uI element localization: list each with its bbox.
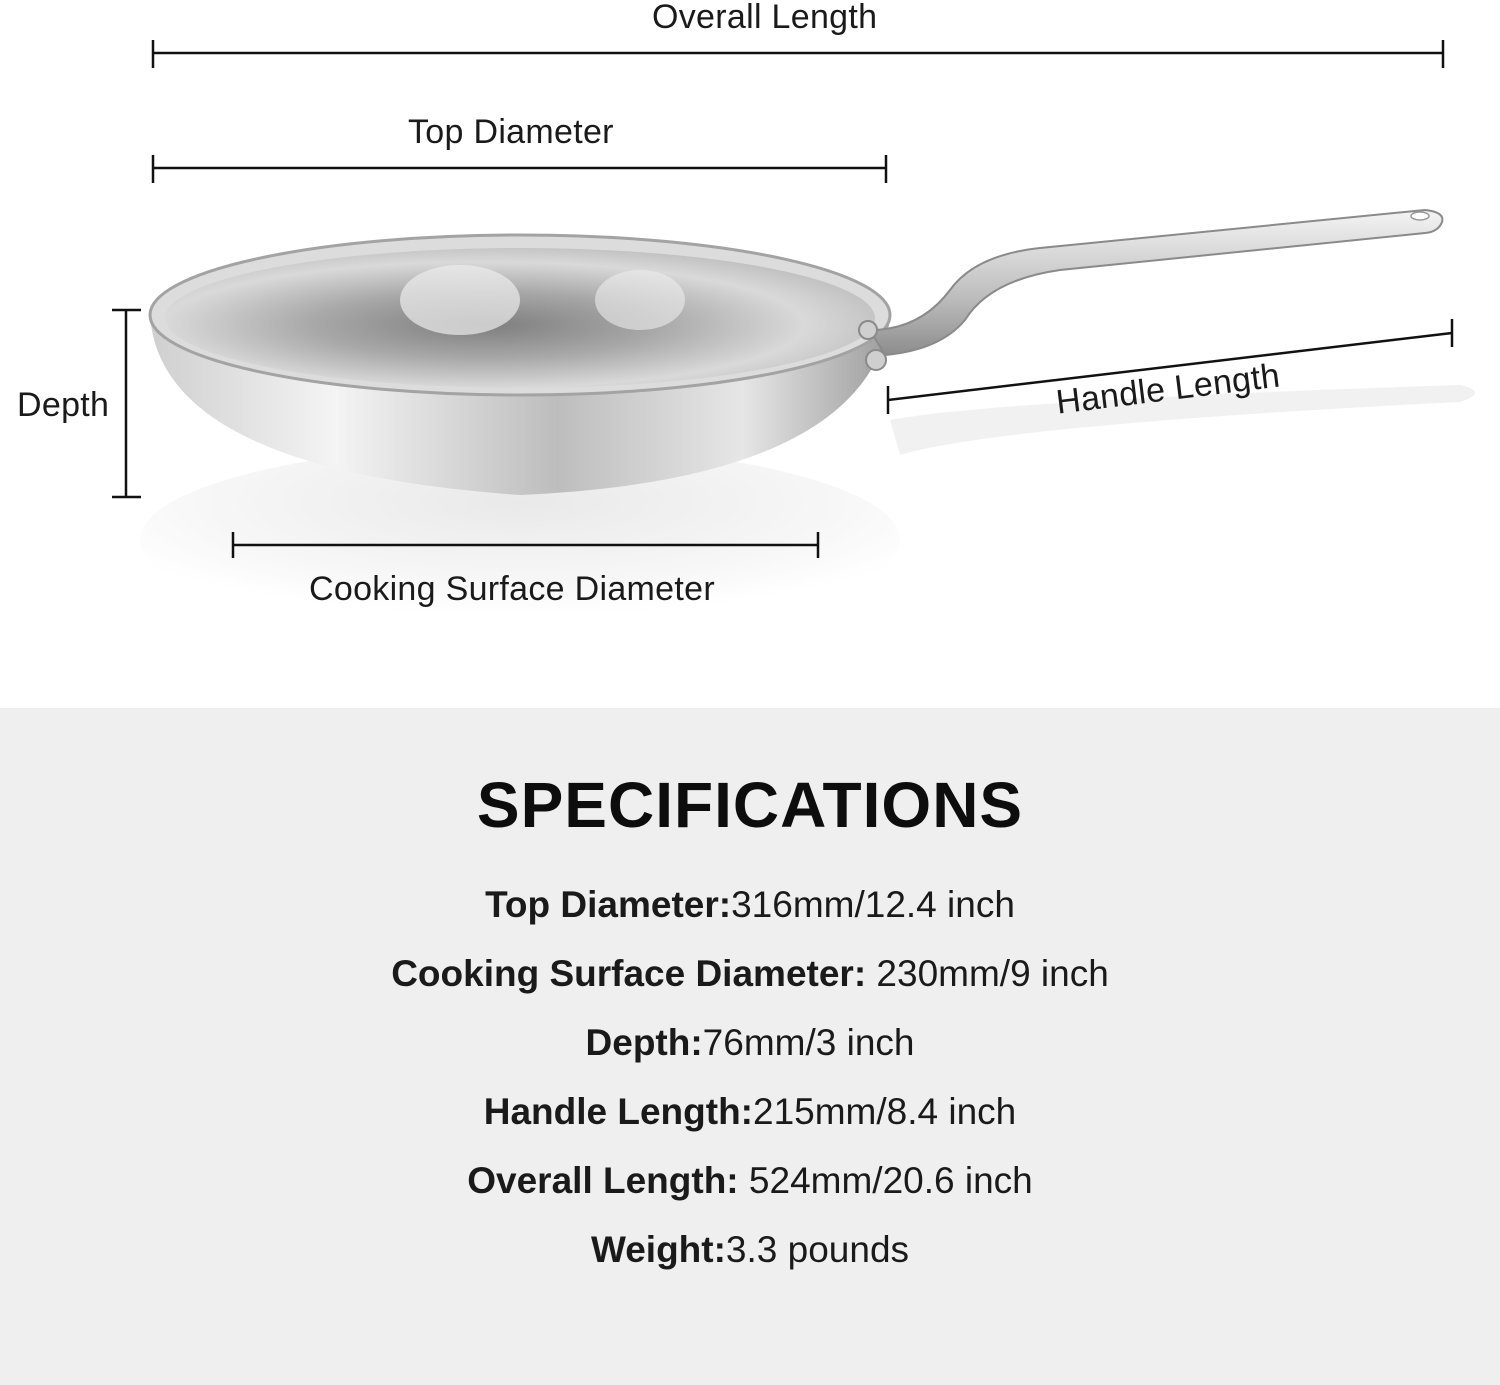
overall-length-label: Overall Length	[652, 0, 878, 36]
top-diameter-label: Top Diameter	[408, 113, 614, 151]
depth-label: Depth	[17, 386, 110, 424]
spec-value: 76mm/3 inch	[702, 1022, 915, 1063]
spec-key: Top Diameter:	[485, 884, 732, 925]
spec-value: 3.3 pounds	[725, 1229, 910, 1270]
spec-value: 316mm/12.4 inch	[731, 884, 1015, 925]
spec-overall-length	[0, 1160, 1500, 1202]
spec-key: Depth:	[585, 1022, 703, 1063]
spec-handle-length	[0, 1091, 1500, 1133]
spec-key: Overall Length:	[467, 1160, 739, 1201]
spec-cooking-surface-diameter	[0, 953, 1500, 995]
spec-value: 230mm/9 inch	[866, 953, 1109, 994]
rivet-2	[859, 321, 877, 339]
spec-value: 524mm/20.6 inch	[738, 1160, 1033, 1201]
cooking-surface-diameter-label: Cooking Surface Diameter	[309, 570, 715, 608]
pan-handle	[870, 210, 1442, 355]
rivet	[866, 350, 886, 370]
spec-value: 215mm/8.4 inch	[753, 1091, 1017, 1132]
handle-hang-hole	[1411, 212, 1429, 220]
spec-key: Weight:	[590, 1229, 726, 1270]
spec-key: Handle Length:	[483, 1091, 753, 1132]
pan-highlight-2	[595, 270, 685, 330]
pan-interior	[165, 248, 875, 388]
specifications-title: SPECIFICATIONS	[476, 769, 1024, 841]
handle-length-label: Handle Length	[1054, 356, 1283, 422]
pan-highlight	[400, 265, 520, 335]
spec-key: Cooking Surface Diameter:	[391, 953, 867, 994]
spec-depth	[0, 1022, 1500, 1064]
spec-top-diameter	[0, 884, 1500, 926]
spec-weight	[0, 1229, 1500, 1271]
